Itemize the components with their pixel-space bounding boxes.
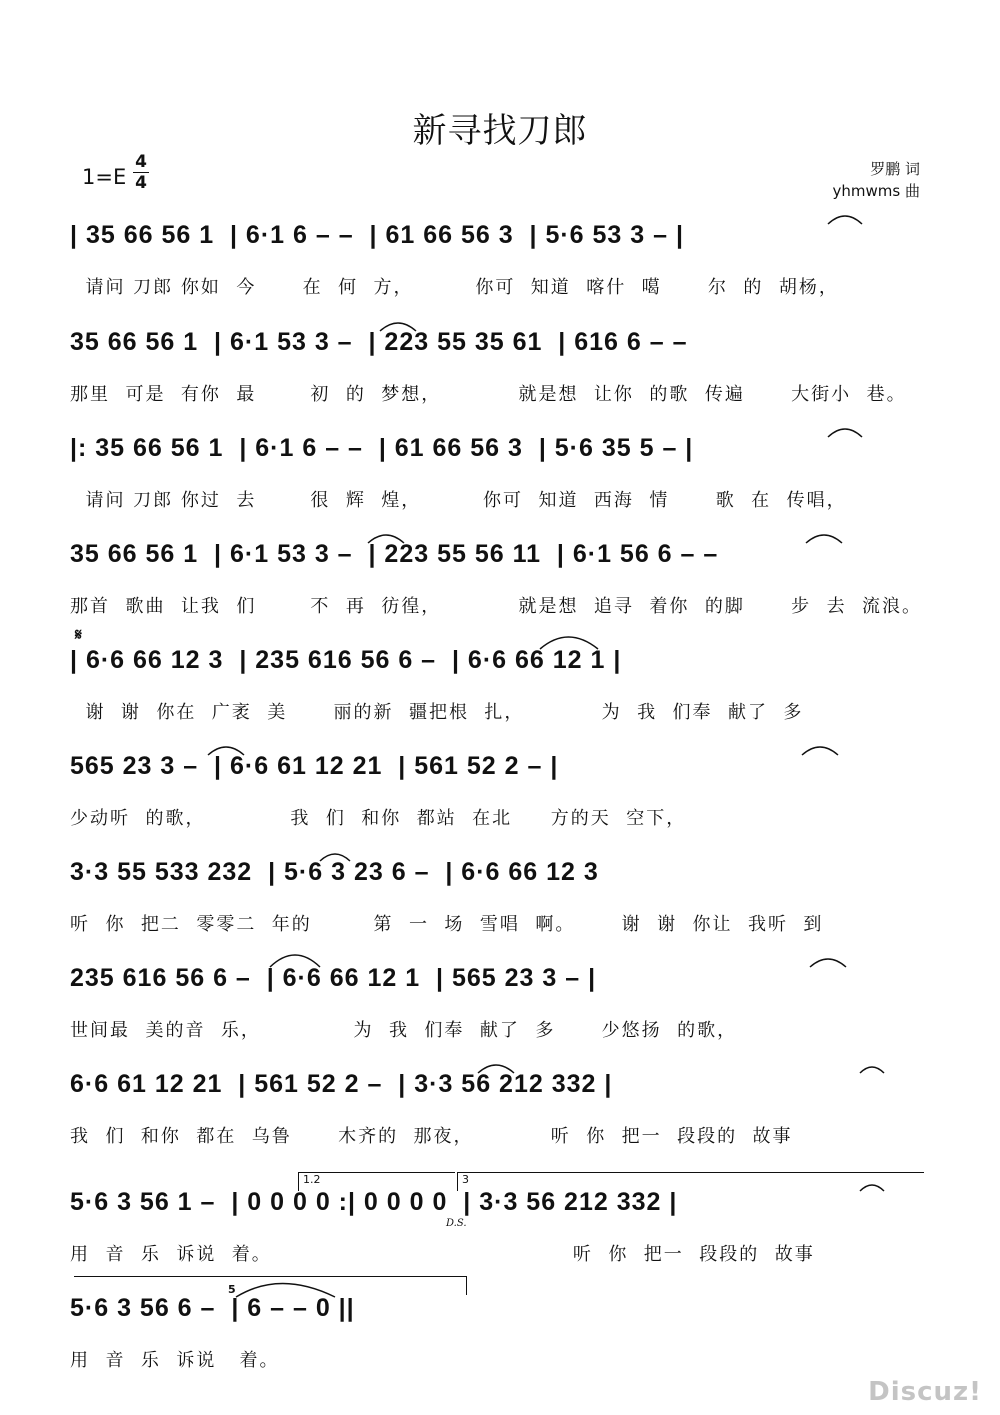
page-title: 新寻找刀郎 <box>412 111 588 151</box>
grace-note: 5 <box>228 1283 236 1296</box>
notation-line: 565 23 3 – | 6·6 61 12 21 | 561 52 2 – | <box>70 752 559 780</box>
notation-line: 35 66 56 1 | 6·1 53 3 – | 223 55 35 61 | 616 6 – – <box>70 328 688 356</box>
ds-marking: D.S. <box>446 1218 467 1229</box>
volta-1-label: 1.2 <box>303 1173 321 1186</box>
lyric-line: 请问 刀郎 你过 去 很 辉 煌， 你可 知道 西海 情 歌 在 传唱， <box>70 490 847 511</box>
lyric-line: 听 你 把二 零零二 年的 第 一 场 雪唱 啊。 谢 谢 你让 我听 到 <box>70 914 824 935</box>
meter-bottom: 4 <box>135 173 147 193</box>
notation-line: |: 35 66 56 1 | 6·1 6 – – | 61 66 56 3 | 5·6 35 5 – | <box>70 434 694 462</box>
notation-line: 3·3 55 533 232 | 5·6 3 23 6 – | 6·6 66 12 3 <box>70 858 599 886</box>
notation-line: 235 616 56 6 – | 6·6 66 12 1 | 565 23 3 – | <box>70 964 597 992</box>
composer: yhmwms 曲 <box>832 182 920 200</box>
lyricist: 罗鹏 词 <box>870 160 920 178</box>
notation-line: | 35 66 56 1 | 6·1 6 – – | 61 66 56 3 | 5·6 53 3 – | <box>70 221 684 249</box>
time-signature <box>131 152 151 193</box>
lyric-line: 谢 谢 你在 广袤 美 丽的新 疆把根 扎， 为 我 们奉 献了 多 <box>70 702 804 723</box>
notation-line: 6·6 61 12 21 | 561 52 2 – | 3·3 56 212 332 | <box>70 1070 613 1098</box>
credits <box>833 158 920 202</box>
lyric-line: 请问 刀郎 你如 今 在 何 方， 你可 知道 喀什 噶 尔 的 胡杨， <box>70 277 839 298</box>
lyric-line: 用 音 乐 诉说 着。 听 你 把一 段段的 故事 <box>70 1244 815 1265</box>
lyric-line: 少动听 的歌， 我 们 和你 都站 在北 方的天 空下， <box>70 808 687 829</box>
notation-line: 5·6 3 56 1 – | 0 0 0 0 :| 0 0 0 0 | 3·3 56 212 332 | <box>70 1188 678 1216</box>
lyric-line: 世间最 美的音 乐， 为 我 们奉 献了 多 少悠扬 的歌， <box>70 1020 738 1041</box>
key-signature: 1=E <box>82 165 127 189</box>
notation-line: | 6·6 66 12 3 | 235 616 56 6 – | 6·6 66 12 1 | <box>70 646 622 674</box>
lyric-line: 用 音 乐 诉说 着。 <box>70 1350 280 1371</box>
volta-2-label: 3 <box>462 1173 469 1186</box>
meter-top: 4 <box>135 152 147 172</box>
lyric-line: 我 们 和你 都在 乌鲁 木齐的 那夜， 听 你 把一 段段的 故事 <box>70 1126 793 1147</box>
segno-sign: 𝄋 <box>75 625 82 644</box>
lyric-line: 那首 歌曲 让我 们 不 再 彷徨， 就是想 追寻 着你 的脚 步 去 流浪。 <box>70 596 923 617</box>
notation-line: 5·6 3 56 6 – | 6 – – 0 || <box>70 1294 355 1322</box>
notation-line: 35 66 56 1 | 6·1 53 3 – | 223 55 56 11 | 6·1 56 6 – – <box>70 540 719 568</box>
lyric-line: 那里 可是 有你 最 初 的 梦想， 就是想 让你 的歌 传遍 大街小 巷。 <box>70 384 907 405</box>
watermark: Discuz! <box>868 1377 982 1407</box>
